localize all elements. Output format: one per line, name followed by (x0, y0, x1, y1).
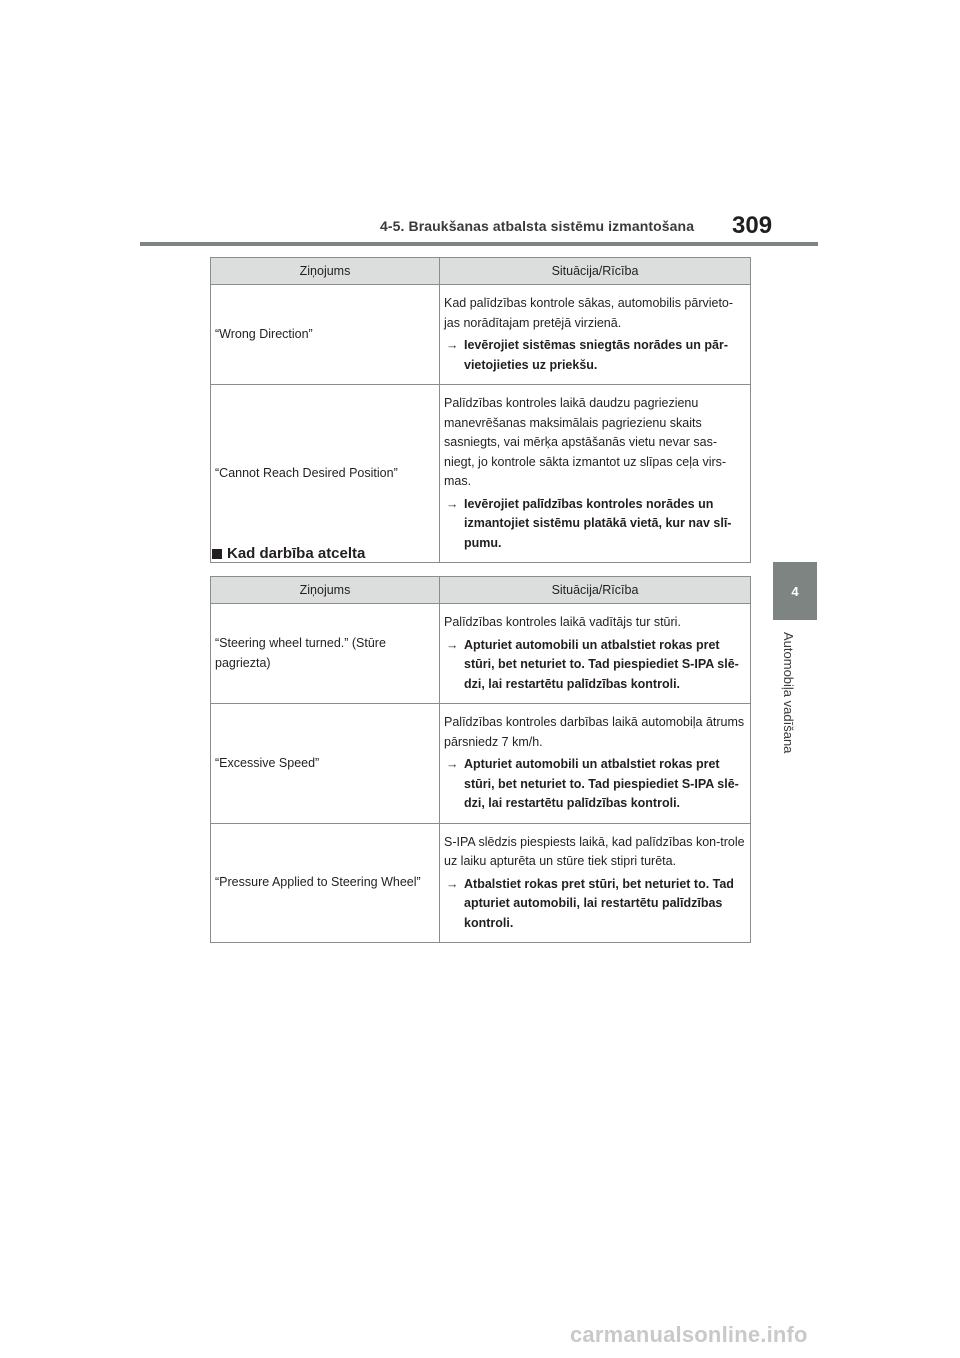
action-text: Ievērojiet palīdzības kontroles norādes un izmantojiet sistēmu platākā vietā, kur nav slī-pumu. (464, 496, 732, 550)
page-number: 309 (732, 212, 773, 239)
arrow-right-icon: → (446, 876, 459, 891)
situation-cell (440, 704, 751, 824)
messages-table-2 (210, 576, 751, 943)
column-header-message: Ziņojums (211, 577, 440, 604)
column-header-situation: Situācija/Rīcība (440, 258, 751, 285)
situation-text: Kad palīdzības kontrole sākas, automobilis pārvieto-jas norādītajam pretējā virzienā. (444, 296, 734, 330)
action-item (444, 875, 745, 934)
arrow-right-icon: → (446, 757, 459, 771)
section-heading-text: Kad darbība atcelta (227, 545, 366, 562)
watermark: carmanualsonline.info (570, 1322, 808, 1347)
message-cell: “Steering wheel turned.” (Stūre pagriezta) (211, 604, 440, 704)
chapter-title: Automobiļa vadīšana (781, 632, 796, 754)
table-row (211, 285, 751, 385)
action-text: Apturiet automobili un atbalstiet rokas pret stūri, bet neturiet to. Tad piespiediet S-IPA slē-dzi, lai restartētu palīdzības kontroli. (464, 637, 739, 691)
table-row (211, 385, 751, 563)
header-section-title: 4-5. Braukšanas atbalsta sistēmu izmantošana (380, 218, 695, 234)
table-header-row (211, 577, 751, 604)
action-item (444, 336, 745, 375)
arrow-right-icon: → (446, 637, 459, 652)
situation-text: S-IPA slēdzis piespiests laikā, kad palīdzības kon-trole uz laiku apturēta un stūre tiek stipri turēta. (444, 834, 745, 868)
situation-text: Palīdzības kontroles darbības laikā automobiļa ātrums pārsniedz 7 km/h. (444, 715, 745, 749)
situation-cell (440, 385, 751, 563)
action-item (444, 755, 745, 814)
action-item (444, 636, 745, 695)
square-bullet-icon (212, 549, 222, 559)
table-row (211, 704, 751, 824)
message-cell: “Wrong Direction” (211, 285, 440, 385)
situation-cell (440, 823, 751, 943)
arrow-right-icon: → (446, 496, 459, 511)
situation-cell (440, 604, 751, 704)
table-row (211, 604, 751, 704)
column-header-situation: Situācija/Rīcība (440, 577, 751, 604)
section-heading (212, 545, 365, 562)
header-rule (140, 242, 818, 246)
messages-table-1 (210, 257, 751, 563)
action-text: Ievērojiet sistēmas sniegtās norādes un pār-vietojieties uz priekšu. (464, 338, 728, 372)
situation-cell (440, 285, 751, 385)
situation-text: Palīdzības kontroles laikā daudzu pagriezienu manevrēšanas maksimālais pagriezienu skaits sasniegts, vai mērķa apstāšanās vietu nevar sas-niegt, jo kontrole sākta izmantot uz slīpas ceļa virs-mas. (444, 396, 727, 488)
column-header-message: Ziņojums (211, 258, 440, 285)
action-text: Atbalstiet rokas pret stūri, bet neturiet to. Tad apturiet automobili, lai restartētu palīdzības kontroli. (464, 876, 734, 930)
arrow-right-icon: → (446, 338, 459, 352)
table-header-row (211, 258, 751, 285)
action-text: Apturiet automobili un atbalstiet rokas pret stūri, bet neturiet to. Tad piespiediet S-IPA slē-dzi, lai restartētu palīdzības kontroli. (464, 757, 739, 810)
situation-text: Palīdzības kontroles laikā vadītājs tur stūri. (444, 615, 681, 629)
message-cell: “Cannot Reach Desired Position” (211, 385, 440, 563)
message-cell: “Pressure Applied to Steering Wheel” (211, 823, 440, 943)
chapter-number: 4 (791, 583, 799, 599)
chapter-tab (773, 562, 817, 620)
table-row (211, 823, 751, 943)
message-cell: “Excessive Speed” (211, 704, 440, 824)
action-item (444, 495, 745, 554)
